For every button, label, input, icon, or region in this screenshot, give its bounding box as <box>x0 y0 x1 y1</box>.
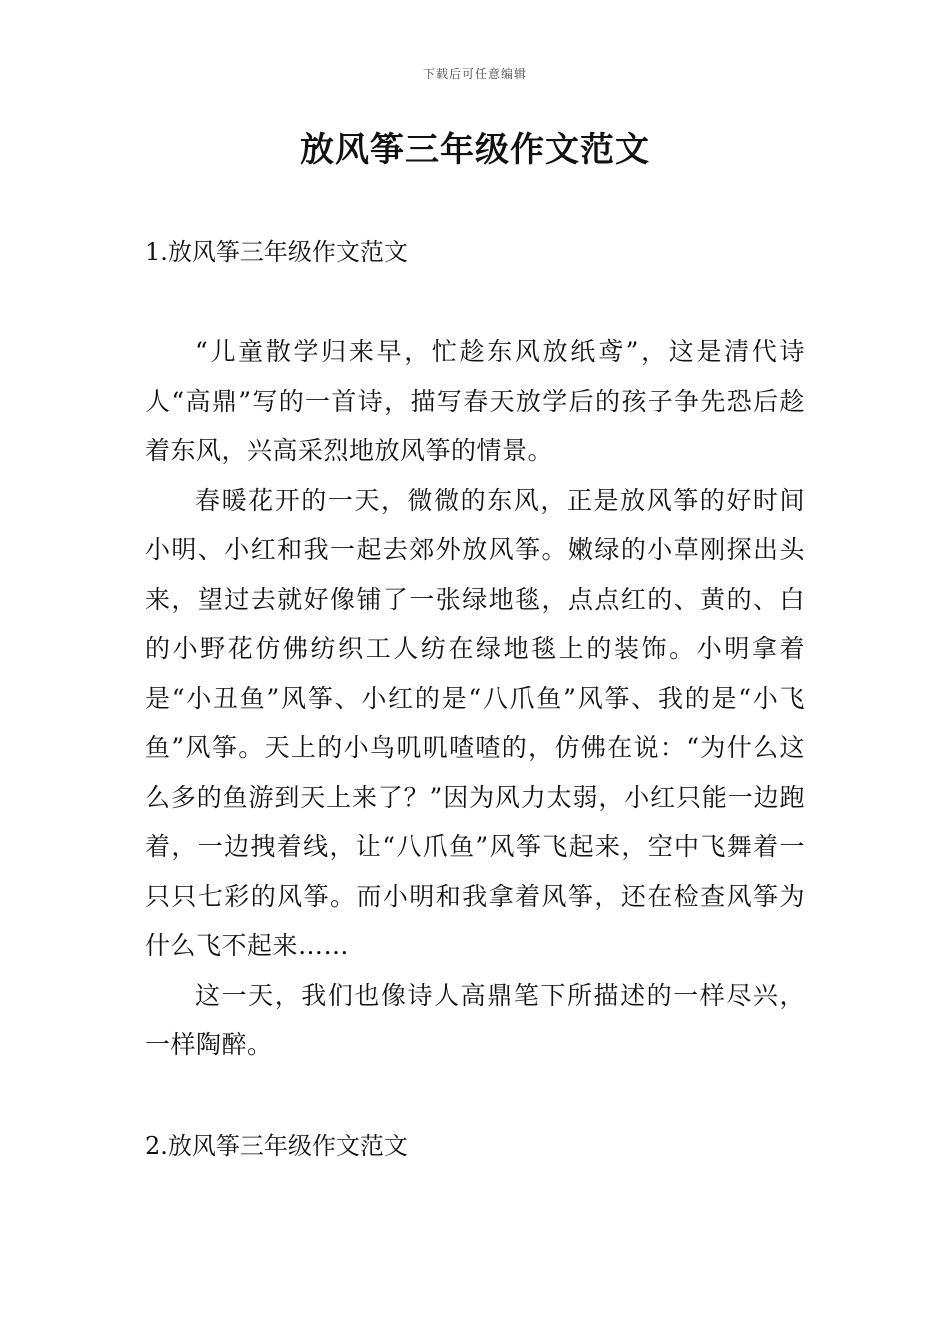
paragraph: 春暖花开的一天，微微的东风，正是放风筝的好时间小明、小红和我一起去郊外放风筝。嫩绿的小草刚探出头来，望过去就好像铺了一张绿地毯，点点红的、黄的、白的小野花仿佛纺织工人纺在绿地毯上的装饰。小明拿着是“小丑鱼”风筝、小红的是“八爪鱼”风筝、我的是“小飞鱼”风筝。天上的小鸟叽叽喳喳的，仿佛在说：“为什么这么多的鱼游到天上来了？”因为风力太弱，小红只能一边跑着，一边拽着线，让“八爪鱼”风筝飞起来，空中飞舞着一只只七彩的风筝。而小明和我拿着风筝，还在检查风筝为什么飞不起来…… <box>145 485 805 960</box>
paragraph: 这一天，我们也像诗人高鼎笔下所描述的一样尽兴，一样陶醉。 <box>145 980 805 1059</box>
section-heading-1: 1.放风筝三年级作文范文 <box>145 238 408 266</box>
essay-body <box>145 327 805 1070</box>
paragraph: “儿童散学归来早，忙趁东风放纸鸢”，这是清代诗人“高鼎”写的一首诗，描写春天放学后的孩子争先恐后趁着东风，兴高采烈地放风筝的情景。 <box>145 337 805 465</box>
document-title: 放风筝三年级作文范文 <box>300 130 650 170</box>
header-note: 下载后可任意编辑 <box>422 67 527 81</box>
section-heading-2: 2.放风筝三年级作文范文 <box>145 1132 408 1160</box>
